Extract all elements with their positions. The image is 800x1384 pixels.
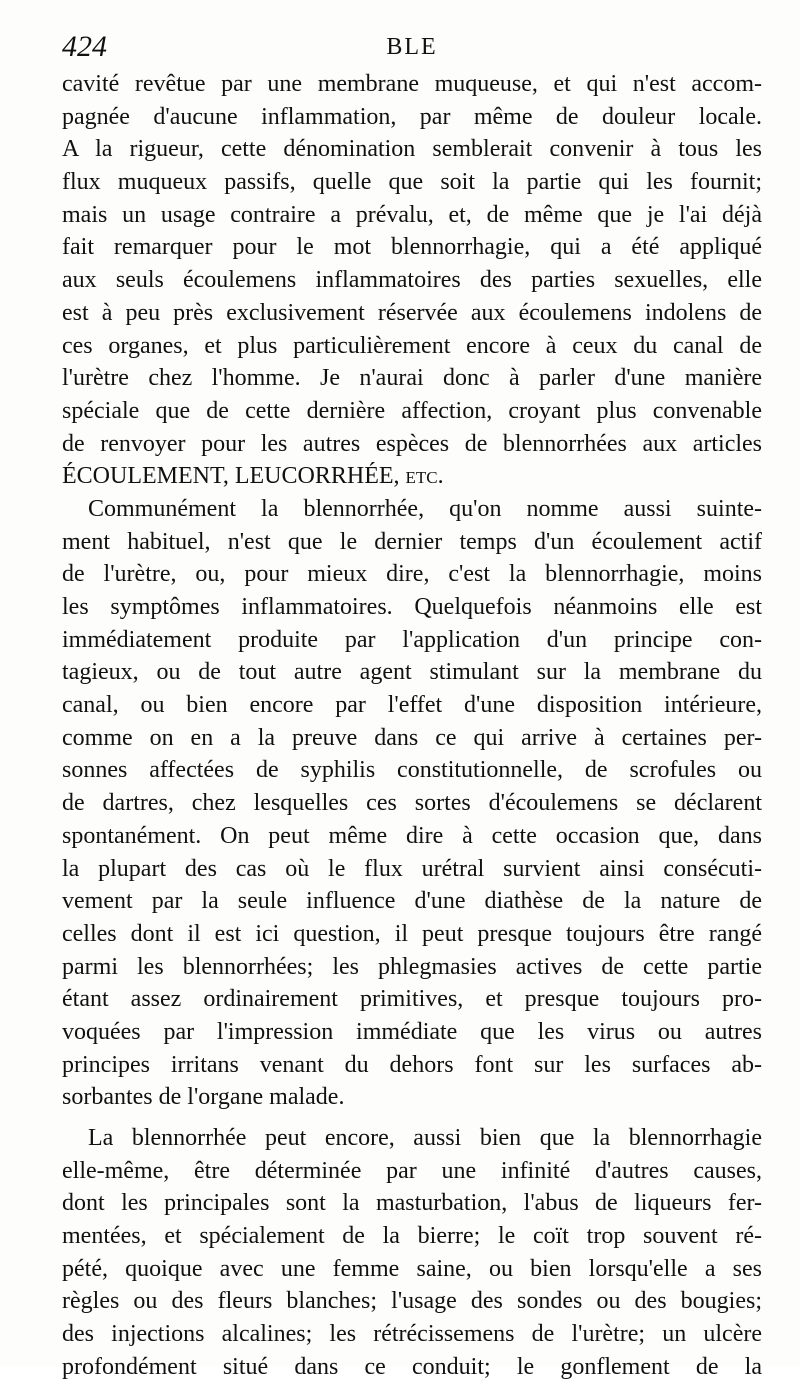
text-line: A la rigueur, cette dénomination semblerait convenir à tous les (62, 136, 762, 163)
text-line: vement par la seule influence d'une diathèse de la nature de (62, 888, 762, 915)
text-line: Communément la blennorrhée, qu'on nomme aussi suinte- (88, 495, 762, 522)
text-line: étant assez ordinairement primitives, et presque toujours pro- (62, 986, 762, 1013)
text-line: pagnée d'aucune inflammation, par même de douleur locale. (62, 103, 762, 130)
page-header (62, 30, 762, 66)
text-line: est à peu près exclusivement réservée aux écoulemens indolens de (62, 299, 762, 326)
paragraph-gap (62, 1114, 762, 1122)
text-line: voquées par l'impression immédiate que les virus ou autres (62, 1018, 762, 1045)
text-line: tagieux, ou de tout autre agent stimulant sur la membrane du (62, 659, 762, 686)
text-line: l'urètre chez l'homme. Je n'aurai donc à parler d'une manière (62, 365, 762, 392)
text-line: mais un usage contraire a prévalu, et, de même que je l'ai déjà (62, 201, 762, 228)
paragraph (62, 1122, 762, 1384)
text-line: La blennorrhée peut encore, aussi bien que la blennorrhagie (88, 1125, 762, 1151)
text-line: mentées, et spécialement de la bierre; le coït trop souvent ré- (62, 1223, 762, 1250)
text-line: spontanément. On peut même dire à cette occasion que, dans (62, 822, 762, 849)
text-line: de l'urètre, ou, pour mieux dire, c'est la blennorrhagie, moins (62, 561, 762, 588)
page-number: 424 (62, 30, 107, 63)
text-line: ment habituel, n'est que le dernier temps d'un écoulement actif (62, 528, 762, 555)
text-line: cavité revêtue par une membrane muqueuse, et qui n'est accom- (62, 71, 762, 97)
text-line: fait remarquer pour le mot blennorrhagie, qui a été appliqué (62, 234, 762, 261)
text-line: règles ou des fleurs blanches; l'usage des sondes ou des bougies; (62, 1288, 762, 1315)
text-line: la plupart des cas où le flux urétral survient ainsi consécuti- (62, 855, 762, 882)
text-line: spéciale que de cette dernière affection, croyant plus convenable (62, 397, 762, 424)
running-head: BLE (386, 34, 438, 60)
text-line: comme on en a la preuve dans ce qui arrive à certaines per- (62, 724, 762, 751)
text-line: aux seuls écoulemens inflammatoires des parties sexuelles, elle (62, 267, 762, 294)
text-line: de dartres, chez lesquelles ces sortes d'écoulemens se déclarent (62, 790, 762, 817)
text-line: les symptômes inflammatoires. Quelquefois néanmoins elle est (62, 594, 762, 620)
text-line: sorbantes de l'organe malade. (62, 1084, 345, 1111)
paragraph (62, 493, 762, 1114)
text-line: des injections alcalines; les rétrécissemens de l'urètre; un ulcère (62, 1321, 762, 1348)
text-line: parmi les blennorrhées; les phlegmasies actives de cette partie (62, 953, 762, 980)
text-line: profondément situé dans ce conduit; le gonflement de la (62, 1353, 762, 1380)
paragraph (62, 68, 762, 493)
text-line: immédiatement produite par l'application d'un principe con- (62, 626, 762, 653)
text-line: sonnes affectées de syphilis constitutionnelle, de scrofules ou (62, 757, 762, 784)
text-line: pété, quoique avec une femme saine, ou bien lorsqu'elle a ses (62, 1255, 762, 1282)
text-line: elle-même, être déterminée par une infinité d'autres causes, (62, 1157, 762, 1184)
body-text (62, 68, 762, 1384)
text-line: dont les principales sont la masturbation, l'abus de liqueurs fer- (62, 1190, 762, 1217)
text-line: de renvoyer pour les autres espèces de blennorrhées aux articles (62, 430, 762, 457)
text-line: ces organes, et plus particulièrement encore à ceux du canal de (62, 332, 762, 359)
text-line: principes irritans venant du dehors font sur les surfaces ab- (62, 1051, 762, 1078)
text-line: celles dont il est ici question, il peut presque toujours être rangé (62, 920, 762, 947)
text-line: canal, ou bien encore par l'effet d'une disposition intérieure, (62, 692, 762, 719)
text-line: flux muqueux passifs, quelle que soit la partie qui les fournit; (62, 169, 762, 196)
text-line: ÉCOULEMENT, LEUCORRHÉE, etc. (62, 463, 444, 490)
